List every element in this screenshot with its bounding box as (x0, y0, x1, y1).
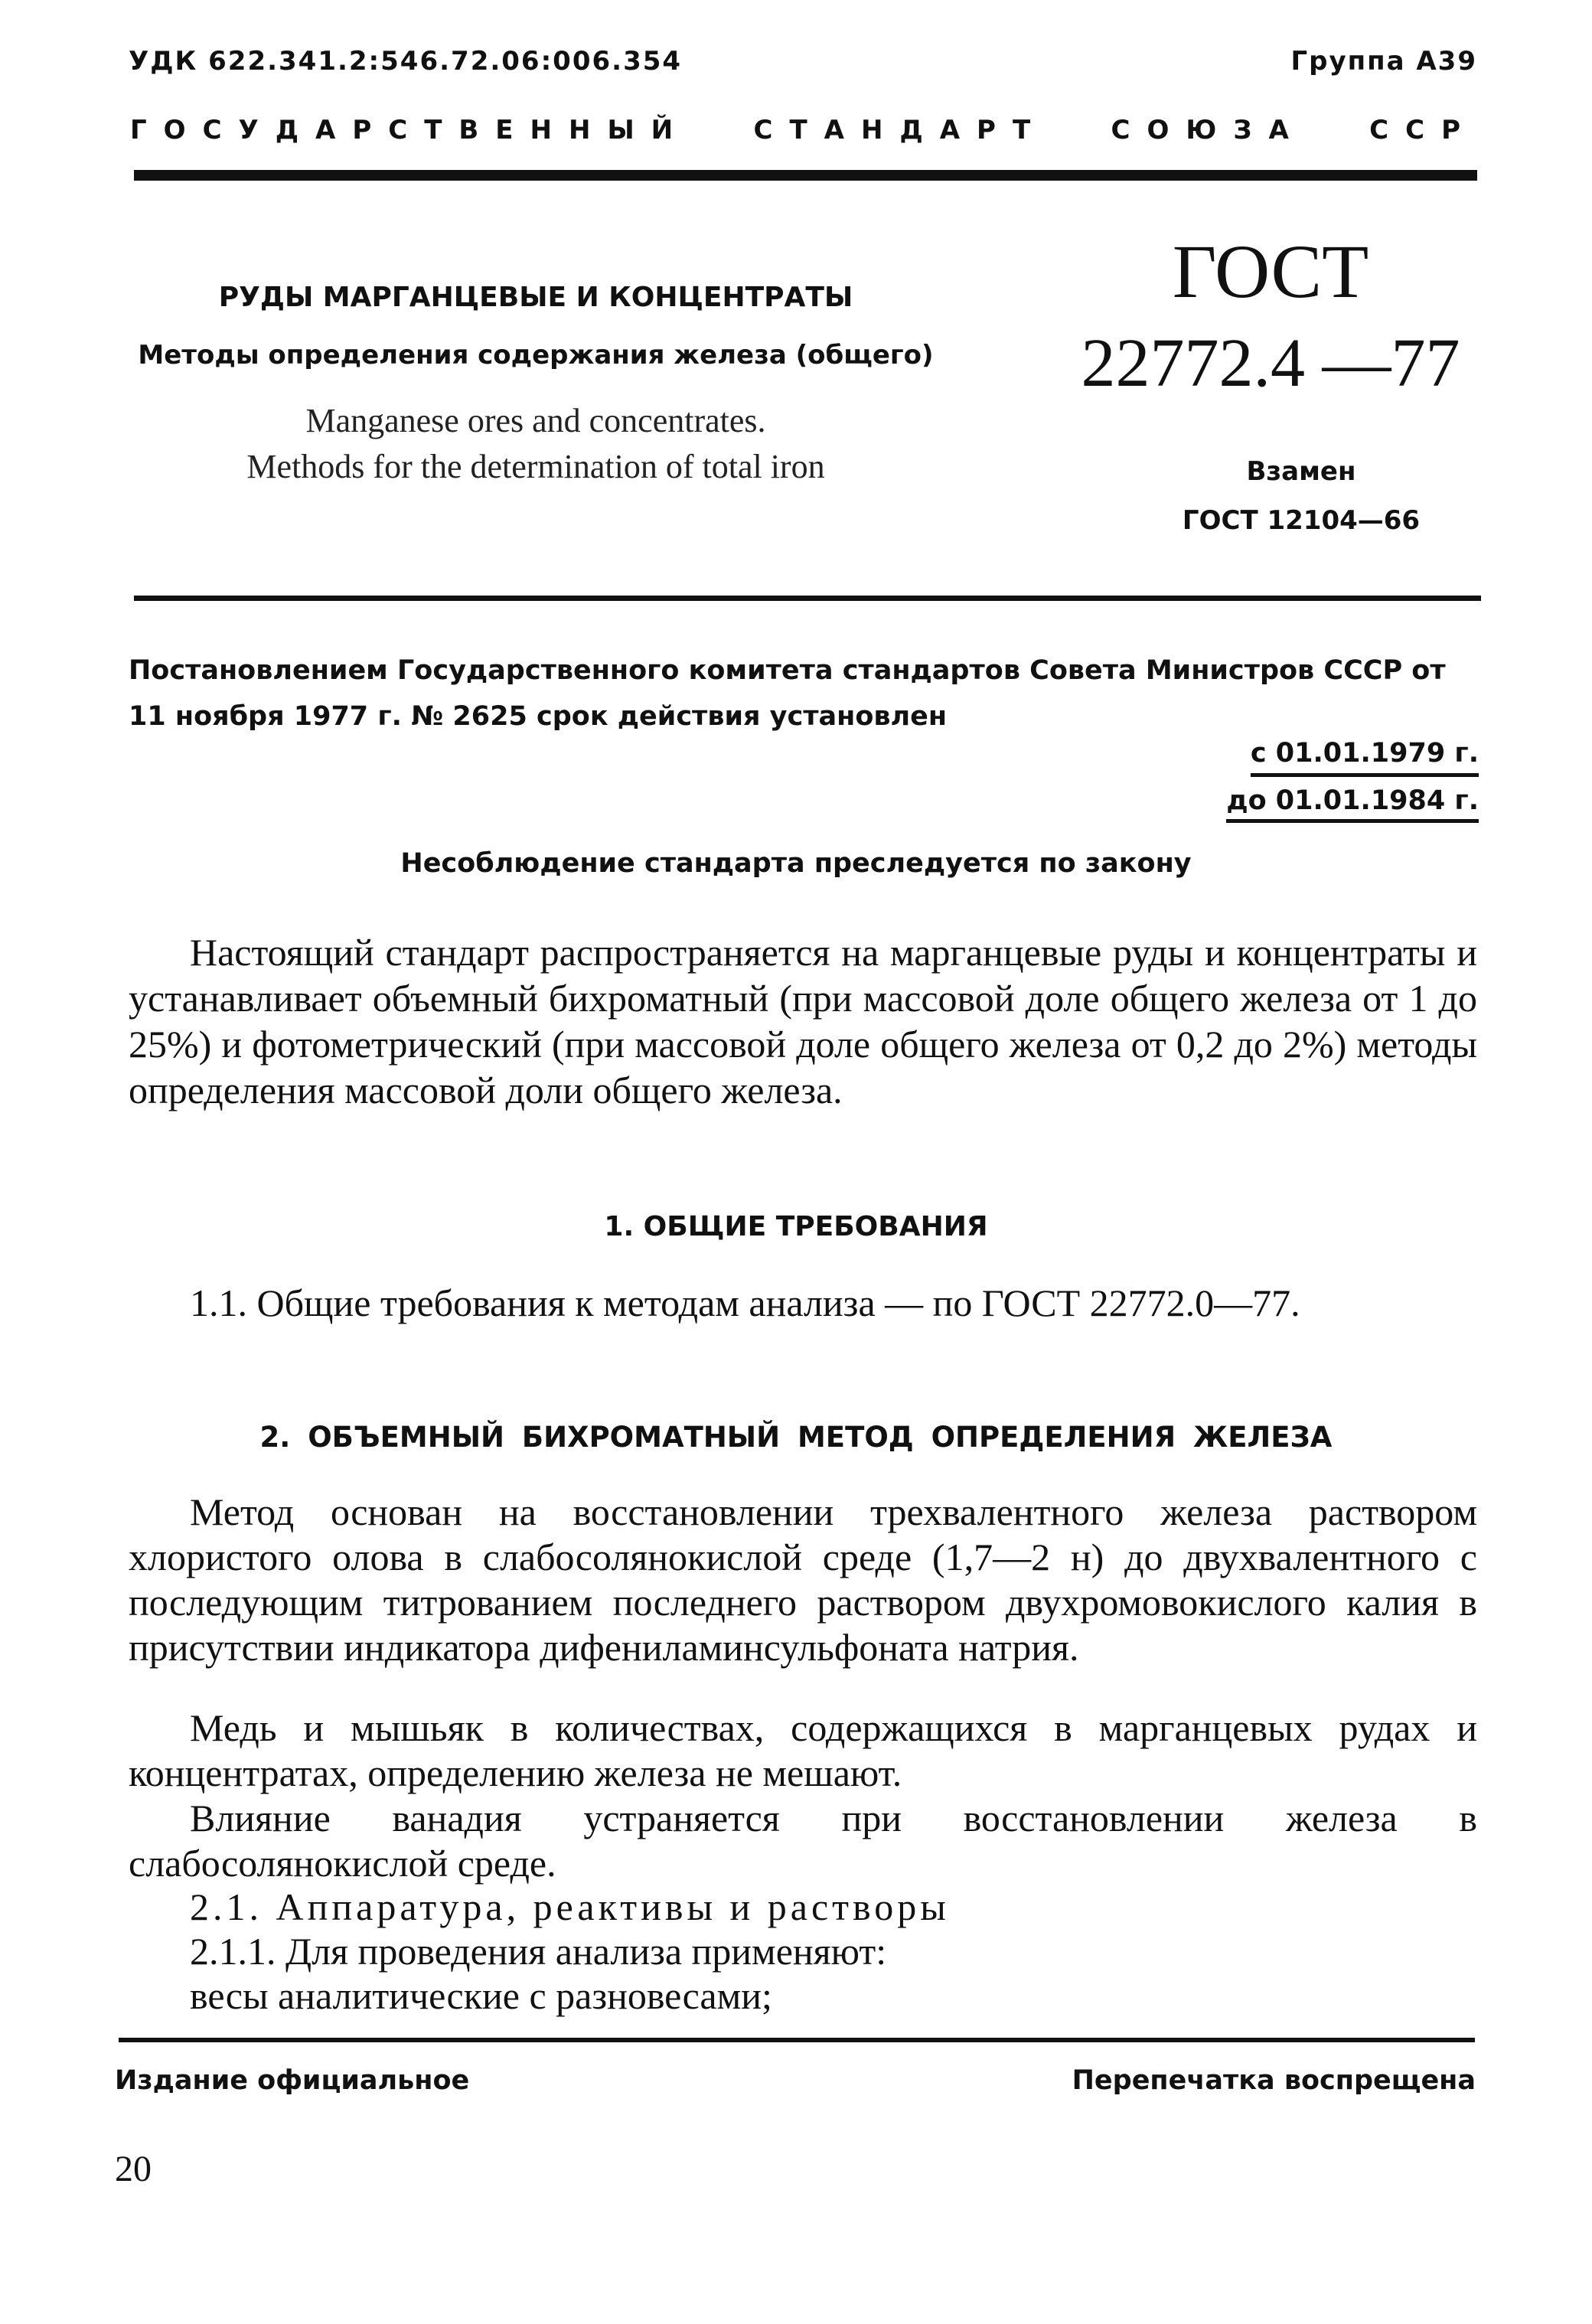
title-en-line-1: Manganese ores and concentrates. (305, 402, 766, 439)
group-code: Группа А39 (1290, 46, 1477, 77)
bottom-divider (119, 2038, 1475, 2042)
page-number: 20 (115, 2149, 152, 2189)
replaces-gost: ГОСТ 12104—66 (1182, 505, 1421, 536)
equipment-list-item: весы аналитические с разновесами; (190, 1974, 772, 2017)
banner-word-4: ССР (1369, 115, 1477, 145)
section-1-heading: 1. ОБЩИЕ ТРЕБОВАНИЯ (604, 1211, 988, 1242)
udk-code: УДК 622.341.2:546.72.06:006.354 (129, 46, 683, 77)
state-standard-banner (130, 115, 1477, 145)
penalty-notice: Несоблюдение стандарта преследуется по закону (400, 848, 1192, 879)
document-subtitle-ru: Методы определения содержания железа (общего) (138, 340, 934, 370)
document-title-en (0, 398, 1072, 490)
decree-text: Постановлением Государственного комитета стандартов Совета Министров СССР от 11 ноября 1977 г. № 2625 срок действия установлен (129, 655, 1446, 732)
paragraph-1-1: 1.1. Общие требования к методам анализа — по ГОСТ 22772.0—77. (190, 1281, 1300, 1324)
gost-number: 22772.4 —77 (1081, 325, 1460, 401)
footer-reprint-notice: Перепечатка воспрещена (1072, 2065, 1476, 2096)
banner-word-1: ГОСУДАРСТВЕННЫЙ (130, 115, 690, 145)
intro-paragraph: Настоящий стандарт распространяется на марганцевые руды и концентраты и устанавливает объемный бихроматный (при массовой доле общего железа от 1 до 25%) и фотометрический (при массовой доле общего железа от 0,2 до 2%) методы определения массовой доли общего железа. (129, 931, 1477, 1111)
middle-divider (134, 596, 1481, 601)
paragraph-2-1-1: 2.1.1. Для проведения анализа применяют: (190, 1930, 887, 1973)
banner-word-3: СОЮЗА (1111, 115, 1306, 145)
banner-word-2: СТАНДАРТ (753, 115, 1048, 145)
document-title-ru: РУДЫ МАРГАНЦЕВЫЕ И КОНЦЕНТРАТЫ (218, 282, 853, 313)
paragraph-2-1: 2.1. Аппаратура, реактивы и растворы (190, 1885, 950, 1928)
validity-date-to: до 01.01.1984 г. (1226, 785, 1479, 823)
top-divider (134, 170, 1477, 181)
footer-edition: Издание официальное (115, 2065, 470, 2096)
replaces-label: Взамен (1246, 456, 1356, 487)
validity-date-from: с 01.01.1979 г. (1251, 738, 1479, 777)
section-2-heading: 2. ОБЪЕМНЫЙ БИХРОМАТНЫЙ МЕТОД ОПРЕДЕЛЕНИЯ ЖЕЛЕЗА (259, 1421, 1333, 1454)
vanadium-paragraph: Влияние ванадия устраняется при восстановлении железа в слабосолянокислой среде. (129, 1797, 1477, 1885)
gost-label: ГОСТ (1172, 229, 1369, 314)
title-en-line-2: Methods for the determination of total iron (246, 448, 825, 485)
method-paragraph: Метод основан на восстановлении трехвалентного железа раствором хлористого олова в слабосолянокислой среде (1,7—2 н) до двухвалентного с последующим титрованием последнего раствором двухромовокислого калия в присутствии индикатора дифениламинсульфоната натрия. (129, 1490, 1477, 1669)
copper-paragraph: Медь и мышьяк в количествах, содержащихся в марганцевых рудах и концентратах, определению железа не мешают. (129, 1706, 1477, 1794)
